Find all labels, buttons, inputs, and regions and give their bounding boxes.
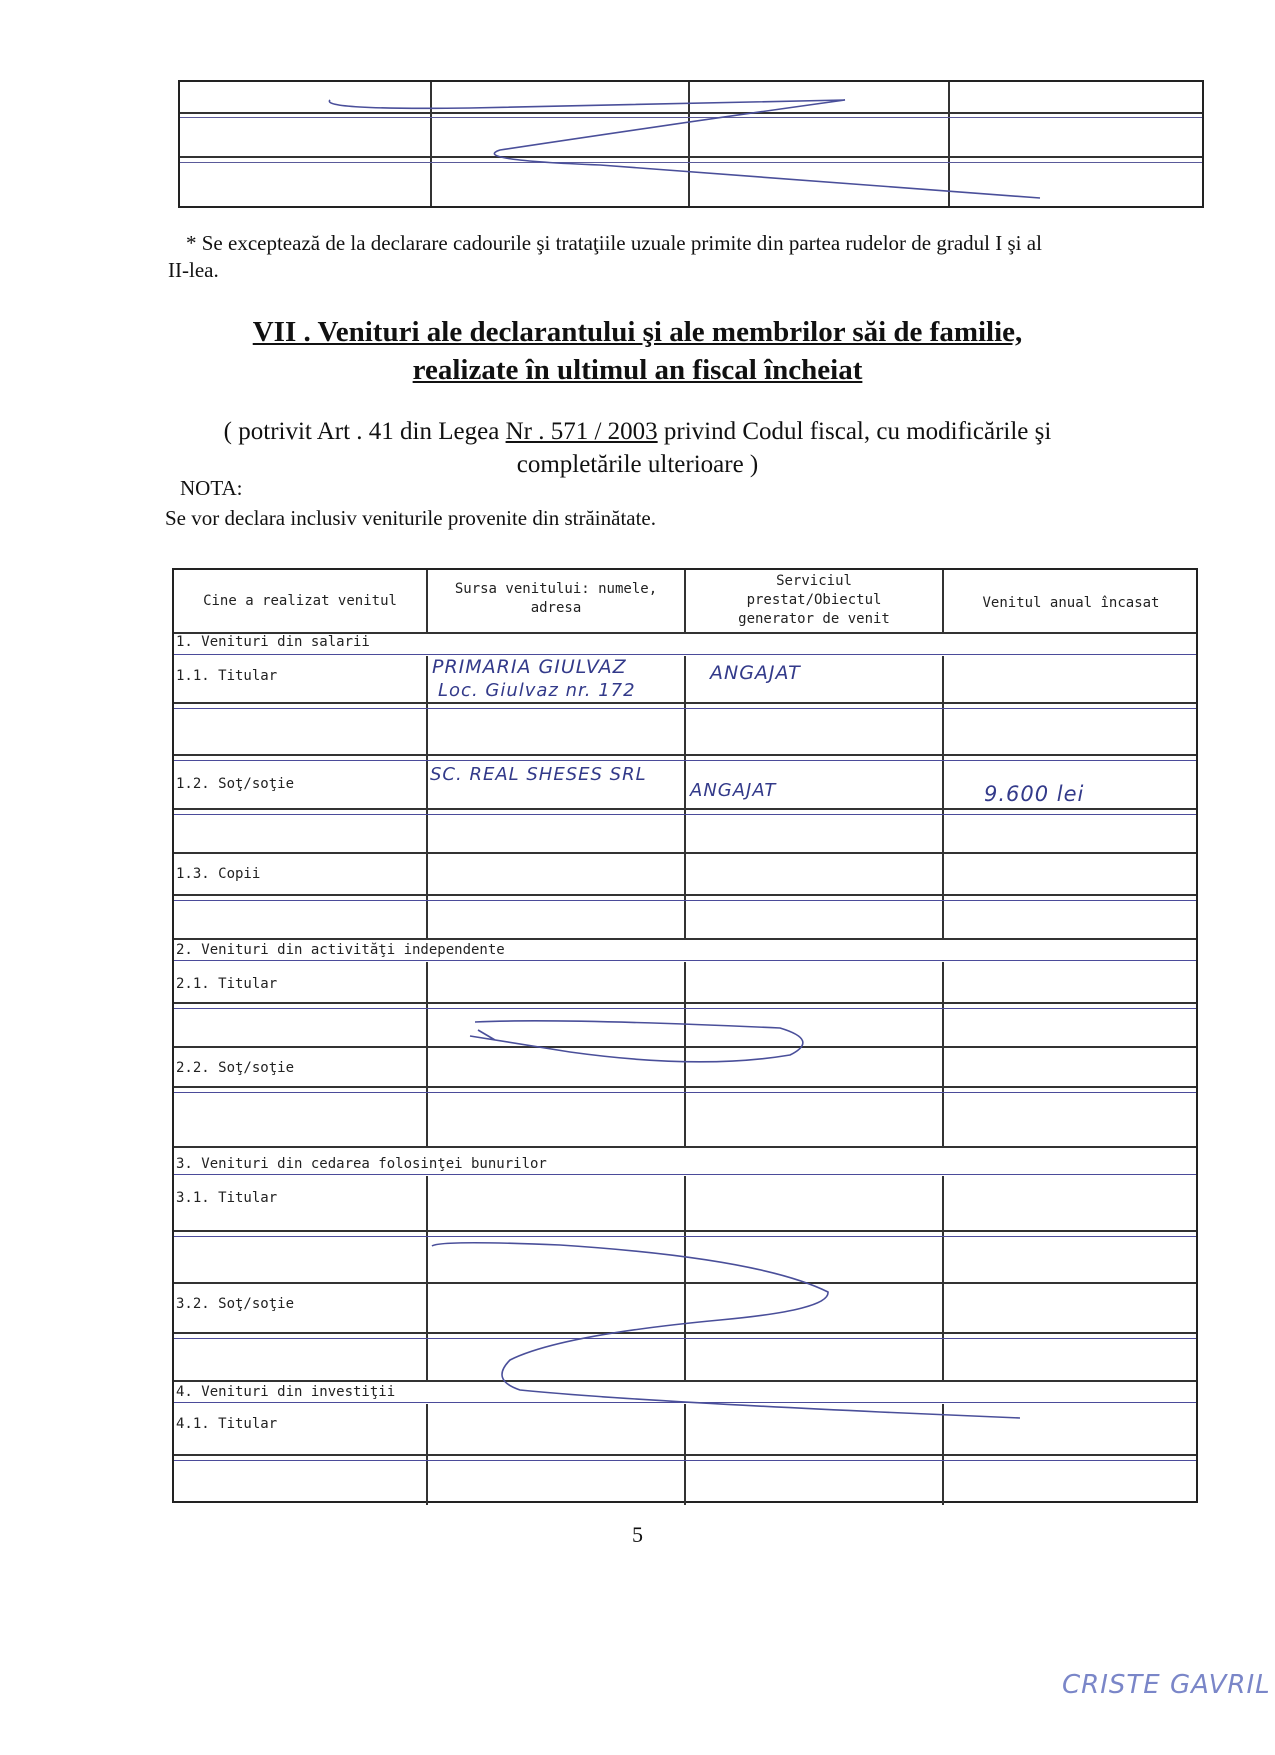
nota-label: NOTA: [180, 476, 243, 500]
nota-text: Se vor declara inclusiv veniturile provenite din străinătate. [165, 506, 656, 530]
footnote-line1: * Se exceptează de la declarare cadourile şi trataţiile uzuale primite din partea rudelor de gradul I şi al [186, 231, 1042, 255]
handwritten-service-2: ANGAJAT [690, 780, 777, 801]
handwritten-signature: CRISTE GAVRIL [1062, 1670, 1271, 1700]
header-who: Cine a realizat venitul [203, 593, 397, 609]
law-number: Nr . 571 / 2003 [505, 418, 658, 445]
row-3-1-titular: 3.1. Titular [176, 1190, 278, 1206]
section-salaries: 1. Venituri din salarii [176, 634, 370, 650]
header-service-line3: generator de venit [738, 611, 890, 627]
handwritten-employer-2: SC. REAL SHESES SRL [430, 764, 647, 785]
row-2-2-spouse: 2.2. Soţ/soţie [176, 1060, 295, 1076]
legal-suffix: privind Codul fiscal, cu modificările şi [657, 418, 1052, 445]
header-source-line2: adresa [530, 600, 582, 616]
row-3-2-spouse: 3.2. Soţ/soţie [176, 1296, 295, 1312]
section-independent: 2. Venituri din activităţi independente [176, 942, 505, 958]
row-2-1-titular: 2.1. Titular [176, 976, 278, 992]
row-1-2-spouse: 1.2. Soţ/soţie [176, 776, 295, 792]
section-title-line2: realizate în ultimul an fiscal încheiat [412, 354, 863, 386]
page-number: 5 [632, 1522, 643, 1547]
legal-prefix: ( potrivit Art . 41 din Legea [223, 418, 506, 445]
section-title-line1: VII . Venituri ale declarantului şi ale membrilor săi de familie, [252, 316, 1023, 348]
header-service-line2: prestat/Obiectul [746, 592, 882, 608]
row-4-1-titular: 4.1. Titular [176, 1416, 278, 1432]
legal-reference-line2: completările ulterioare ) [516, 451, 759, 478]
header-income: Venitul anual încasat [982, 595, 1160, 611]
header-source-line1: Sursa venitului: numele, [454, 581, 658, 597]
section-investments: 4. Venituri din investiţii [176, 1384, 396, 1400]
row-1-3-children: 1.3. Copii [176, 866, 261, 882]
section-property-use: 3. Venituri din cedarea folosinţei bunurilor [176, 1156, 547, 1172]
handwritten-income-2: 9.600 lei [984, 782, 1085, 806]
handwritten-service-1: ANGAJAT [710, 662, 801, 684]
header-service-line1: Serviciul [776, 573, 852, 589]
handwritten-employer-1: PRIMARIA GIULVAZ [432, 656, 627, 678]
row-1-1-titular: 1.1. Titular [176, 668, 278, 684]
footnote-line2: II-lea. [168, 258, 219, 282]
handwritten-employer-1-address: Loc. Giulvaz nr. 172 [438, 680, 636, 701]
